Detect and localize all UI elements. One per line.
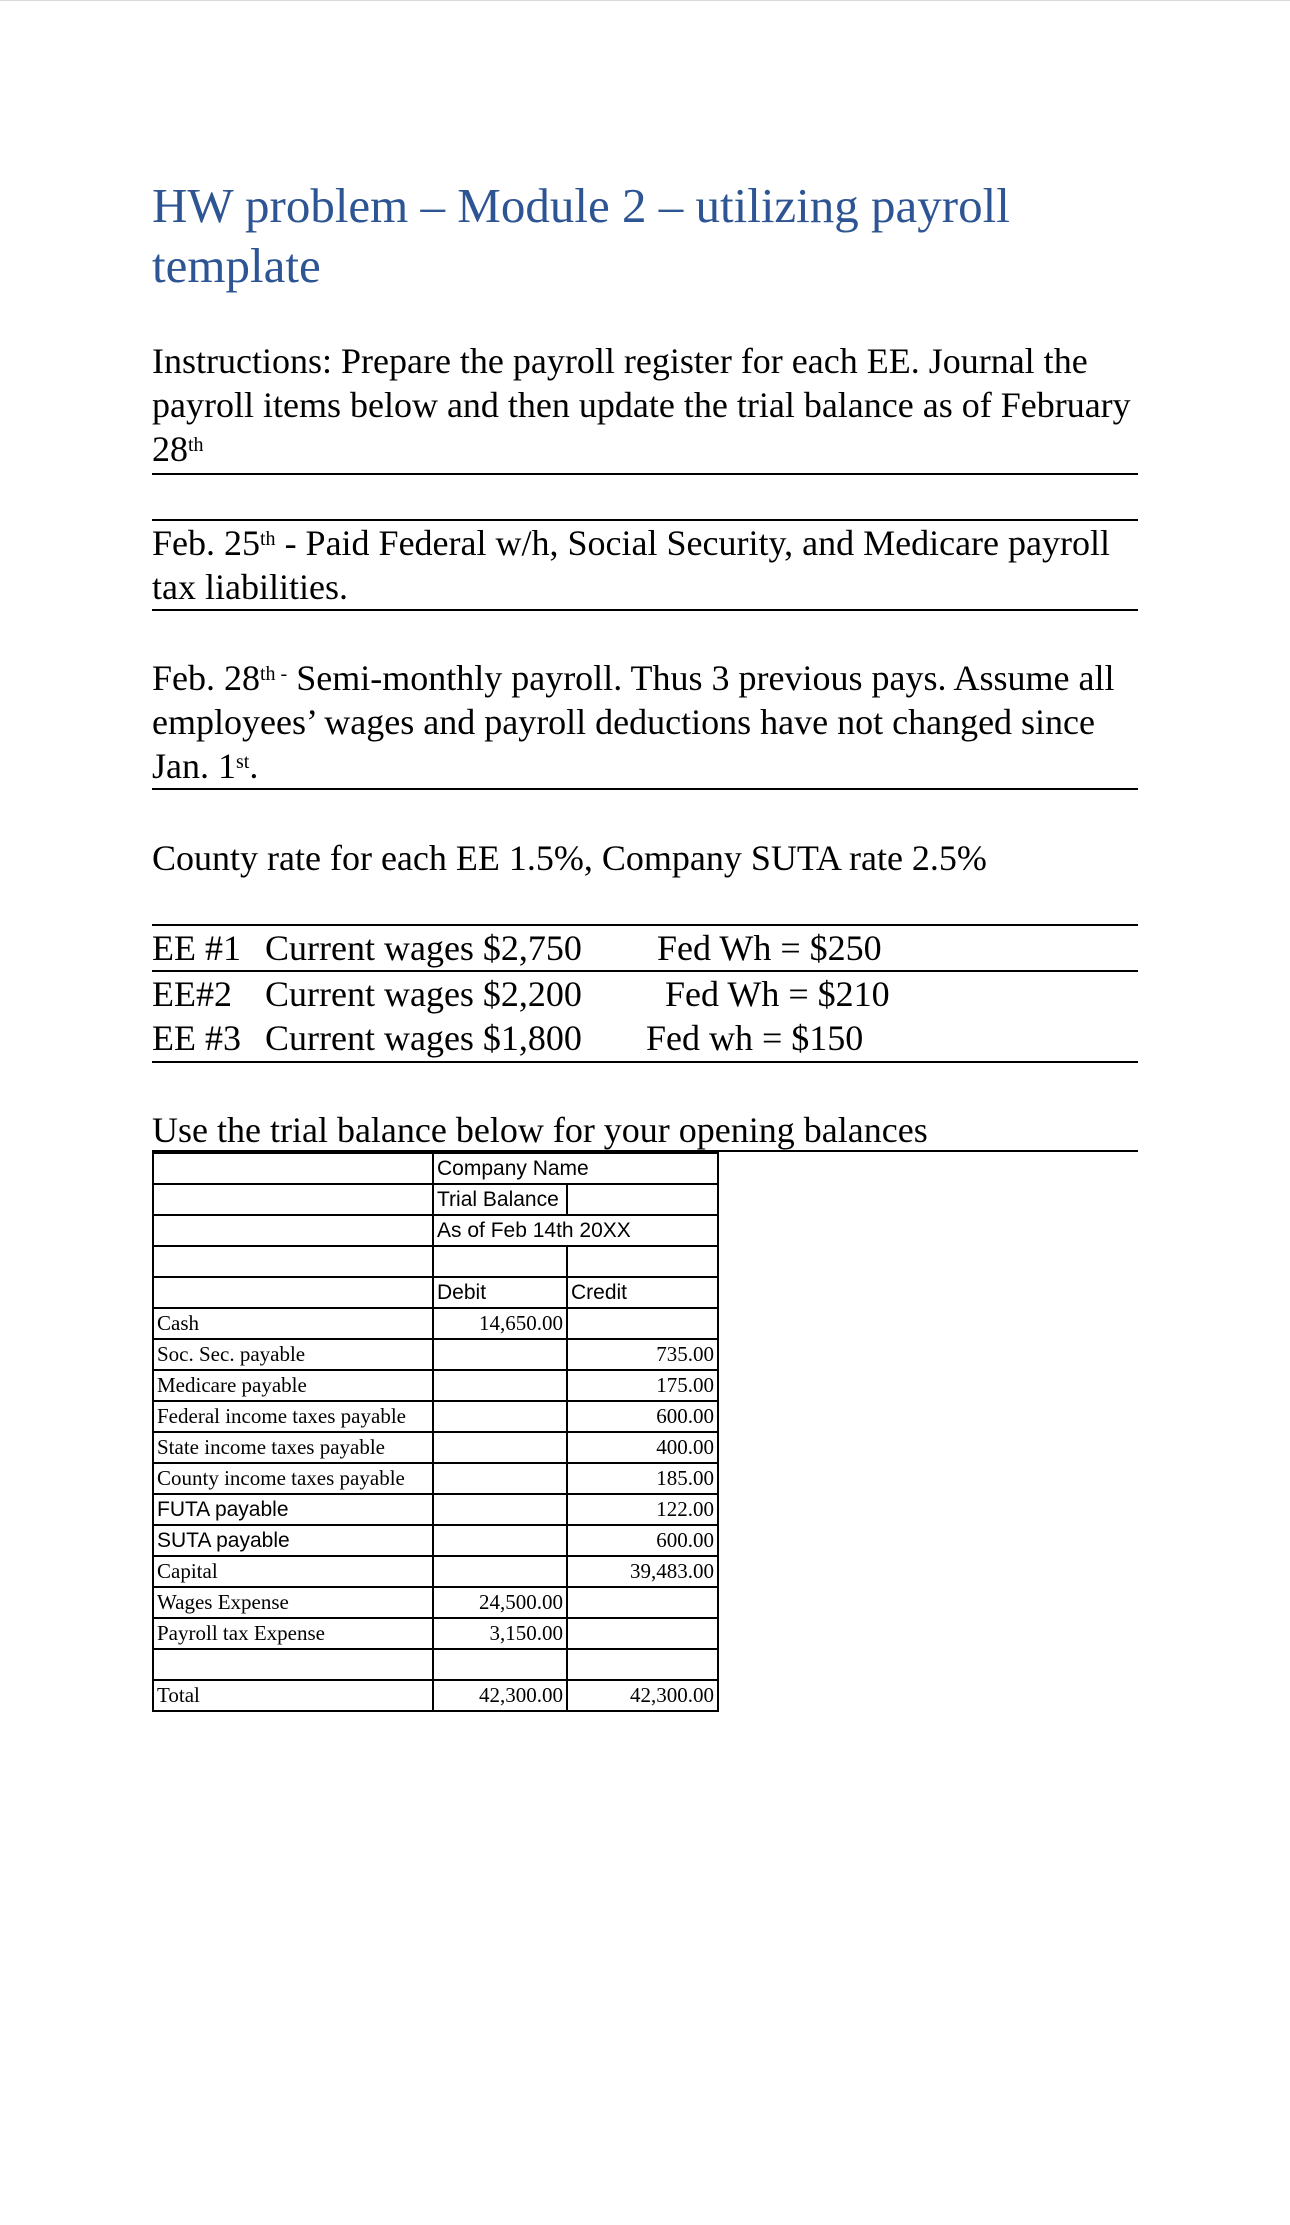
debit-value: 3,150.00 [433,1618,567,1649]
employee-row [152,926,1138,970]
credit-value: 122.00 [567,1494,718,1525]
credit-value [567,1618,718,1649]
credit-value: 175.00 [567,1370,718,1401]
credit-header: Credit [567,1277,718,1308]
table-row [153,1308,718,1339]
table-row [153,1184,718,1215]
employee-row [152,972,1138,1016]
account-name: Soc. Sec. payable [153,1339,433,1370]
feb28-sup2: st [236,751,250,773]
account-name: Medicare payable [153,1370,433,1401]
debit-value: 14,650.00 [433,1308,567,1339]
feb25-sup: th [260,528,276,550]
employee-fed-wh: Fed Wh = $210 [665,974,890,1014]
debit-value [433,1556,567,1587]
employee-wages: Current wages $2,750 [265,928,582,968]
account-name: FUTA payable [153,1494,433,1525]
instructions-sup: th [188,434,204,456]
table-row [153,1494,718,1525]
table-cell [433,1649,567,1680]
credit-value: 400.00 [567,1432,718,1463]
debit-value [433,1370,567,1401]
table-cell [567,1184,718,1215]
table-row [153,1463,718,1494]
table-cell [153,1246,433,1277]
account-name: Wages Expense [153,1587,433,1618]
instructions-text: Instructions: Prepare the payroll register for each EE. Journal the payroll items below and then update the trial balance as of February 28 [152,341,1131,469]
table-cell [153,1277,433,1308]
debit-value: 24,500.00 [433,1587,567,1618]
table-cell [153,1215,433,1246]
table-cell [567,1246,718,1277]
total-label: Total [153,1680,433,1711]
trial-balance-table [152,1152,719,1712]
debit-value [433,1432,567,1463]
debit-header: Debit [433,1277,567,1308]
employee-id: EE #3 [152,1018,241,1058]
credit-value [567,1308,718,1339]
account-name: Capital [153,1556,433,1587]
employee-wages: Current wages $2,200 [265,974,582,1014]
instructions-paragraph [152,339,1138,471]
feb25-text: - Paid Federal w/h, Social Security, and Medicare payroll tax liabilities. [152,523,1110,607]
table-row [153,1432,718,1463]
debit-value [433,1494,567,1525]
trial-balance-intro: Use the trial balance below for your opening balances [152,1110,928,1150]
table-row [153,1339,718,1370]
credit-value [567,1587,718,1618]
table-cell [433,1246,567,1277]
trial-balance-heading: Trial Balance [433,1184,567,1215]
table-cell [153,1649,433,1680]
table-row [153,1277,718,1308]
feb28-date: Feb. 28 [152,658,260,698]
page-title: HW problem – Module 2 – utilizing payroll template [152,178,1010,293]
debit-value [433,1339,567,1370]
debit-value [433,1401,567,1432]
table-cell [153,1153,433,1184]
table-row [153,1556,718,1587]
employee-wages: Current wages $1,800 [265,1018,582,1058]
table-row [153,1680,718,1711]
divider [152,1061,1138,1063]
table-row [153,1370,718,1401]
employee-fed-wh: Fed wh = $150 [646,1018,864,1058]
feb28-text-end: . [249,746,259,786]
account-name: State income taxes payable [153,1432,433,1463]
employee-fed-wh: Fed Wh = $250 [657,928,882,968]
table-row [153,1525,718,1556]
table-row [153,1153,718,1184]
feb28-sup: th - [260,663,288,685]
debit-value [433,1525,567,1556]
debit-value [433,1463,567,1494]
account-name: County income taxes payable [153,1463,433,1494]
account-name: SUTA payable [153,1525,433,1556]
divider [152,609,1138,611]
company-name: Company Name [433,1153,718,1184]
employee-id: EE #1 [152,928,241,968]
employee-id: EE#2 [152,974,232,1014]
table-row [153,1246,718,1277]
credit-value: 600.00 [567,1401,718,1432]
table-row [153,1618,718,1649]
table-row [153,1587,718,1618]
total-credit: 42,300.00 [567,1680,718,1711]
employee-row [152,1016,1138,1060]
table-cell [153,1184,433,1215]
total-debit: 42,300.00 [433,1680,567,1711]
feb28-paragraph [152,656,1138,788]
feb25-date: Feb. 25 [152,523,260,563]
as-of-date: As of Feb 14th 20XX [433,1215,718,1246]
credit-value: 735.00 [567,1339,718,1370]
credit-value: 185.00 [567,1463,718,1494]
credit-value: 39,483.00 [567,1556,718,1587]
table-cell [567,1649,718,1680]
feb25-paragraph [152,521,1138,609]
table-row [153,1401,718,1432]
divider [152,473,1138,475]
credit-value: 600.00 [567,1525,718,1556]
table-row [153,1215,718,1246]
feb28-text: Semi-monthly payroll. Thus 3 previous pays. Assume all employees’ wages and payroll deductions have not changed since Jan. 1 [152,658,1115,786]
rates-paragraph: County rate for each EE 1.5%, Company SUTA rate 2.5% [152,838,987,878]
table-row [153,1649,718,1680]
top-divider [0,0,1290,1]
account-name: Payroll tax Expense [153,1618,433,1649]
account-name: Federal income taxes payable [153,1401,433,1432]
divider [152,788,1138,790]
account-name: Cash [153,1308,433,1339]
